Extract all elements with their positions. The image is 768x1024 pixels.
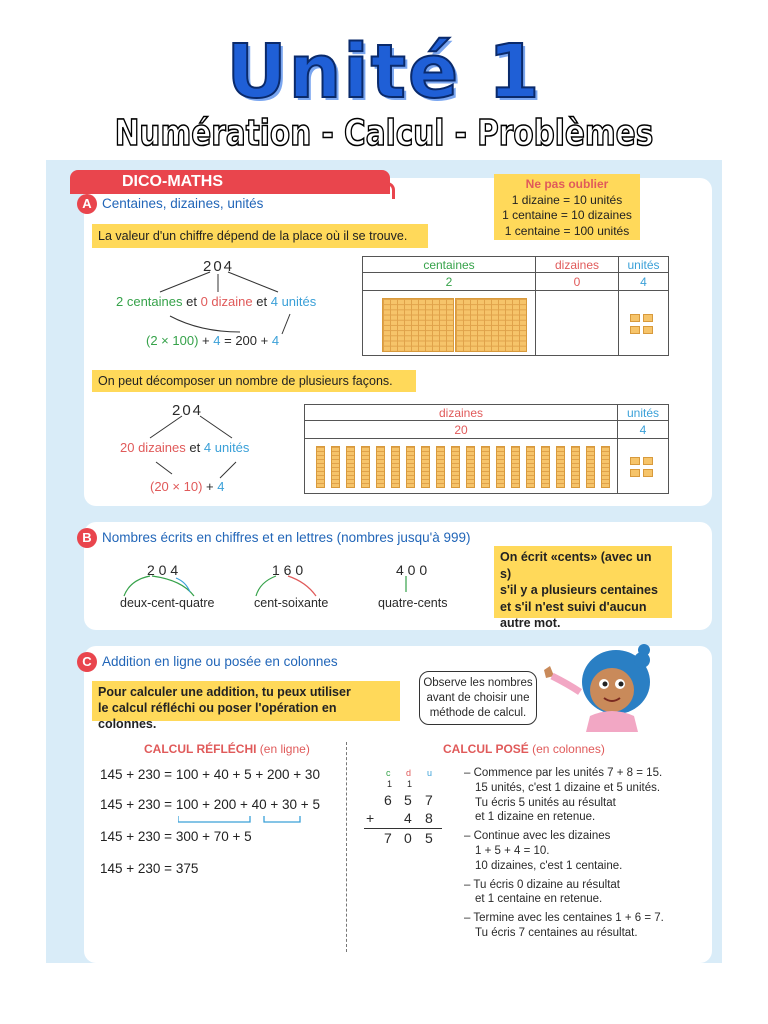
- unit-cube: [630, 326, 640, 334]
- number-204-b: 204: [172, 402, 204, 419]
- words-160: cent-soixante: [254, 596, 329, 610]
- formula-1: [146, 333, 279, 348]
- calcul-reflechi-title: [144, 742, 310, 756]
- ten-rod: [496, 446, 505, 488]
- digits-204: 2 0 4: [147, 562, 179, 578]
- unit-cube: [643, 457, 653, 465]
- sum-line: [364, 828, 442, 829]
- addition-intro: [92, 681, 400, 731]
- decomp2-et: et: [189, 440, 201, 455]
- cents-rule-line-4: autre mot.: [500, 616, 561, 630]
- plus-sign: +: [366, 810, 375, 826]
- line-calc-1: 145 + 230 = 100 + 40 + 5 + 200 + 30: [100, 767, 320, 782]
- step-line: 10 dizaines, c'est 1 centaine.: [475, 859, 623, 872]
- section-c-title: Addition en ligne ou posée en colonnes: [102, 654, 338, 669]
- step-line: 15 unités, c'est 1 dizaine et 5 unités.: [475, 781, 661, 794]
- addition-intro-line-2: le calcul réfléchi ou poser l'opération en colonnes.: [98, 701, 337, 731]
- line-calc-2: 145 + 230 = 100 + 200 + 40 + 30 + 5: [100, 797, 320, 812]
- panel-divider: [346, 742, 347, 952]
- col-head-u: u: [427, 768, 433, 778]
- t2-val-unites: 4: [618, 421, 669, 439]
- result-u: 5: [425, 830, 433, 846]
- calcul-reflechi-label: CALCUL RÉFLÉCHI: [144, 742, 257, 756]
- decomp-dizaine: 0 dizaine: [200, 294, 253, 309]
- formula-1-left: (2 × 100): [146, 333, 199, 348]
- formula-2-left: (20 × 10): [150, 479, 203, 494]
- ten-rod: [331, 446, 340, 488]
- unit-cube: [630, 469, 640, 477]
- decomp-et-2: et: [256, 294, 268, 309]
- decomposition-line: [116, 294, 316, 309]
- cents-rule-line-3: et s'il n'est suivi d'aucun: [500, 599, 647, 614]
- section-letter-a: A: [77, 194, 97, 214]
- dico-maths-tab: DICO-MATHS: [70, 170, 390, 194]
- reminder-line-1: 1 dizaine = 10 unités: [511, 192, 623, 207]
- cents-rule-line-1: On écrit «cents» (avec un s): [500, 550, 652, 581]
- formula-2: [150, 479, 224, 494]
- line-calc-3: 145 + 230 = 300 + 70 + 5: [100, 829, 252, 844]
- row2-u: 8: [425, 810, 433, 826]
- row1-u: 7: [425, 792, 433, 808]
- unit-title: Unité 1: [226, 29, 542, 115]
- calcul-pose-label: CALCUL POSÉ: [443, 742, 529, 756]
- result-d: 0: [404, 830, 412, 846]
- section-a-title: Centaines, dizaines, unités: [102, 196, 264, 211]
- ten-rod: [541, 446, 550, 488]
- ten-rod: [436, 446, 445, 488]
- ten-rod: [376, 446, 385, 488]
- reminder-box: [494, 174, 640, 240]
- decomp2-dizaines: 20 dizaines: [120, 440, 186, 455]
- bubble-line-3: méthode de calcul.: [429, 707, 527, 719]
- row1-c: 6: [384, 792, 392, 808]
- ten-rod: [346, 446, 355, 488]
- step-line: et 1 centaine en retenue.: [475, 893, 603, 906]
- rule-decompose: On peut décomposer un nombre de plusieurs façons.: [92, 370, 416, 392]
- unit-cube: [630, 314, 640, 322]
- section-letter-b: B: [77, 528, 97, 548]
- ten-rod: [571, 446, 580, 488]
- reminder-line-3: 1 centaine = 100 unités: [504, 223, 630, 238]
- ten-rod: [406, 446, 415, 488]
- step-line: Tu écris 5 unités au résultat: [475, 796, 616, 809]
- ten-rod: [451, 446, 460, 488]
- step-line: Tu écris 7 centaines au résultat.: [475, 926, 638, 939]
- words-204: deux-cent-quatre: [120, 596, 215, 610]
- t1-head-unites: unités: [619, 257, 669, 273]
- line-calc-4: 145 + 230 = 375: [100, 861, 199, 876]
- result-c: 7: [384, 830, 392, 846]
- bubble-line-2: avant de choisir une: [426, 692, 530, 704]
- rule-place-value: La valeur d'un chiffre dépend de la place où il se trouve.: [92, 224, 428, 248]
- decomp-centaines: 2 centaines: [116, 294, 183, 309]
- t2-head-dizaines: dizaines: [305, 405, 618, 421]
- unit-subtitle: Numération - Calcul - Problèmes: [114, 113, 654, 154]
- tab-line: [380, 182, 395, 199]
- digits-160: 1 6 0: [272, 562, 304, 578]
- ten-rod: [556, 446, 565, 488]
- t2-val-dizaines: 20: [305, 421, 618, 439]
- step-line: 1 + 5 + 4 = 10.: [475, 844, 550, 857]
- ten-rod: [586, 446, 595, 488]
- step-line: – Commence par les unités 7 + 8 = 15.: [464, 767, 663, 779]
- step-line: et 1 dizaine en retenue.: [475, 811, 596, 824]
- row2-d: 4: [404, 810, 412, 826]
- steps-list: [464, 766, 664, 941]
- t1-val-dizaines: 0: [536, 273, 619, 291]
- formula-1-eq: = 200 +: [224, 333, 269, 348]
- ten-rod: [601, 446, 610, 488]
- formula-1-plus: +: [202, 333, 210, 348]
- ten-rod: [421, 446, 430, 488]
- reminder-line-2: 1 centaine = 10 dizaines: [502, 208, 632, 222]
- calcul-pose-title: [443, 742, 605, 756]
- unit-cube: [643, 314, 653, 322]
- t1-head-centaines: centaines: [363, 257, 536, 273]
- words-400: quatre-cents: [378, 596, 448, 610]
- ten-rod: [316, 446, 325, 488]
- step-line: – Tu écris 0 dizaine au résultat: [464, 878, 620, 891]
- ten-rod: [466, 446, 475, 488]
- ten-rod: [481, 446, 490, 488]
- formula-2-plus: +: [206, 479, 214, 494]
- calcul-reflechi-sub: (en ligne): [259, 742, 310, 756]
- step-line: – Termine avec les centaines 1 + 6 = 7.: [464, 912, 664, 925]
- decomp-et-1: et: [186, 294, 197, 309]
- student-character-illustration: [532, 636, 668, 732]
- hundred-block: [455, 298, 527, 352]
- formula-2-four: 4: [217, 479, 225, 494]
- t1-head-dizaines: dizaines: [536, 257, 619, 273]
- t2-head-unites: unités: [618, 405, 669, 421]
- decomp-unites: 4 unités: [270, 294, 317, 309]
- formula-1-four: 4: [213, 333, 221, 348]
- carry-hundreds: 1: [387, 779, 393, 789]
- speech-bubble: [419, 671, 537, 725]
- step-line: – Continue avec les dizaines: [464, 830, 611, 843]
- calcul-pose-sub: (en colonnes): [532, 742, 605, 756]
- cents-rule-line-2: s'il y a plusieurs centaines: [500, 583, 658, 597]
- decomposition-line-2: [120, 440, 249, 455]
- hundred-block: [382, 298, 454, 352]
- section-letter-c: C: [77, 652, 97, 672]
- reminder-title: Ne pas oublier: [525, 177, 609, 191]
- number-204: 204: [203, 258, 235, 275]
- grouping-brackets: [178, 814, 308, 826]
- col-head-c: c: [386, 768, 391, 778]
- digits-400: 4 0 0: [396, 562, 428, 578]
- t1-val-centaines: 2: [363, 273, 536, 291]
- unit-cube: [630, 457, 640, 465]
- cents-rule-box: [494, 546, 672, 630]
- t1-val-unites: 4: [619, 273, 669, 291]
- ten-rod: [511, 446, 520, 488]
- row1-d: 5: [404, 792, 412, 808]
- ten-rod: [361, 446, 370, 488]
- ten-rod: [526, 446, 535, 488]
- words-arcs: [110, 574, 450, 600]
- section-b-title: Nombres écrits en chiffres et en lettres (nombres jusqu'à 999): [102, 530, 471, 545]
- addition-intro-line-1: Pour calculer une addition, tu peux utiliser: [98, 685, 351, 699]
- bubble-line-1: Observe les nombres: [423, 677, 533, 689]
- decomp2-unites: 4 unités: [203, 440, 250, 455]
- unit-cube: [643, 469, 653, 477]
- ten-rod: [391, 446, 400, 488]
- carry-tens: 1: [407, 779, 413, 789]
- unit-cube: [643, 326, 653, 334]
- formula-1-four-b: 4: [271, 333, 280, 348]
- col-head-d: d: [406, 768, 412, 778]
